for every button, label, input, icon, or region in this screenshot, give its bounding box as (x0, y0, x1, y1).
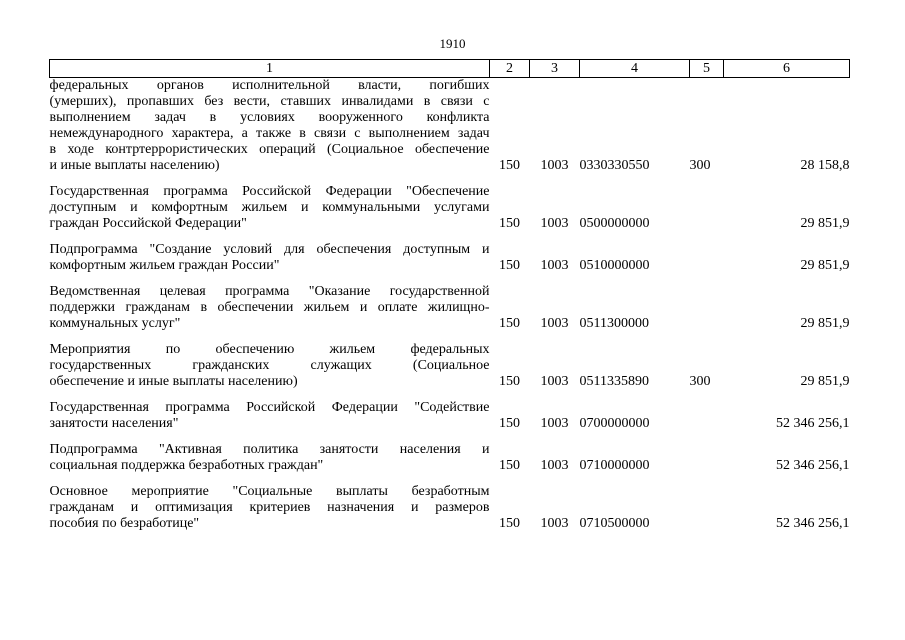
description-line: государственных гражданских служащих (Социальное (49, 358, 490, 373)
row-description (50, 442, 490, 474)
description-line: комфортным жильем граждан России" (49, 258, 280, 273)
column-header-1: 1 (50, 60, 490, 78)
row-expense-type (690, 442, 724, 474)
row-description (50, 284, 490, 332)
row-spacer-cell (50, 174, 850, 184)
table-row (50, 342, 850, 390)
description-line: немеждународного характера, а также в связи с выполнением задач (49, 126, 490, 141)
row-spacer (50, 390, 850, 400)
row-section-code: 1003 (540, 416, 569, 431)
row-amount: 28 158,8 (800, 158, 850, 173)
row-description (50, 400, 490, 432)
column-header-2: 2 (490, 60, 530, 78)
budget-table (49, 59, 850, 532)
row-section-code: 1003 (540, 516, 569, 531)
row-admin-code: 150 (499, 216, 520, 231)
row-target-code: 0511300000 (579, 316, 649, 331)
row-amount: 29 851,9 (800, 258, 850, 273)
description-line: доступным и комфортным жильем и коммунальными услугами (49, 200, 490, 215)
row-target-code: 0510000000 (579, 258, 650, 273)
description-line: пособия по безработице" (49, 516, 200, 531)
page-number: 1910 (439, 36, 466, 51)
column-header-6: 6 (724, 60, 850, 78)
row-section-code: 1003 (540, 258, 569, 273)
table-row (50, 400, 850, 432)
row-amount: 52 346 256,1 (776, 416, 850, 431)
table-row (50, 284, 850, 332)
row-spacer-cell (50, 390, 850, 400)
description-line: Государственная программа Российской Федерации "Обеспечение (49, 184, 490, 199)
row-spacer-cell (50, 274, 850, 284)
row-admin-code: 150 (499, 158, 520, 173)
row-description (50, 342, 490, 390)
row-amount: 29 851,9 (800, 216, 850, 231)
row-spacer (50, 474, 850, 484)
row-spacer (50, 432, 850, 442)
row-admin-code: 150 (499, 458, 520, 473)
table-row (50, 184, 850, 232)
row-amount: 29 851,9 (800, 374, 850, 389)
column-header-4: 4 (580, 60, 690, 78)
row-section-code: 1003 (540, 374, 569, 389)
row-target-code: 0330330550 (579, 158, 650, 173)
description-line: Мероприятия по обеспечению жильем федеральных (49, 342, 490, 357)
description-line: (умерших), пропавших без вести, ставших инвалидами в связи с (49, 94, 490, 109)
row-expense-type: 300 (689, 158, 711, 173)
row-expense-type (690, 400, 724, 432)
description-line: и иные выплаты населению) (49, 158, 220, 173)
row-spacer (50, 274, 850, 284)
table-header-row (50, 60, 850, 78)
description-line: федеральных органов исполнительной власти, погибших (49, 78, 490, 93)
row-spacer (50, 332, 850, 342)
row-spacer (50, 232, 850, 242)
description-line: социальная поддержка безработных граждан" (49, 458, 324, 473)
table-row (50, 242, 850, 274)
row-target-code: 0700000000 (579, 416, 650, 431)
row-description (50, 78, 490, 175)
description-line: занятости населения" (49, 416, 179, 431)
table-row (50, 442, 850, 474)
description-line: Подпрограмма "Создание условий для обеспечения доступным и (49, 242, 490, 257)
row-expense-type (690, 184, 724, 232)
row-expense-type (690, 484, 724, 532)
row-spacer-cell (50, 232, 850, 242)
table-row (50, 484, 850, 532)
row-admin-code: 150 (499, 258, 520, 273)
row-amount: 29 851,9 (800, 316, 850, 331)
row-spacer-cell (50, 474, 850, 484)
description-line: обеспечение и иные выплаты населению) (49, 374, 298, 389)
description-line: Подпрограмма "Активная политика занятости населения и (49, 442, 490, 457)
column-header-5: 5 (690, 60, 724, 78)
row-admin-code: 150 (499, 416, 520, 431)
row-admin-code: 150 (499, 316, 520, 331)
description-line: Основное мероприятие "Социальные выплаты безработным (49, 484, 490, 499)
row-section-code: 1003 (540, 216, 569, 231)
row-admin-code: 150 (499, 516, 520, 531)
row-amount: 52 346 256,1 (776, 516, 850, 531)
row-description (50, 484, 490, 532)
description-line: коммунальных услуг" (49, 316, 181, 331)
row-expense-type: 300 (689, 374, 711, 389)
description-line: в ходе контртеррористических операций (Социальное обеспечение (49, 142, 490, 157)
table-row (50, 78, 850, 175)
description-line: выполнением задач в условиях вооруженного конфликта (49, 110, 490, 125)
row-expense-type (690, 242, 724, 274)
description-line: поддержки гражданам в обеспечении жильем и оплате жилищно- (49, 300, 490, 315)
column-header-3: 3 (530, 60, 580, 78)
description-line: Ведомственная целевая программа "Оказание государственной (49, 284, 490, 299)
row-section-code: 1003 (540, 458, 569, 473)
row-description (50, 242, 490, 274)
row-spacer-cell (50, 332, 850, 342)
row-expense-type (690, 284, 724, 332)
row-section-code: 1003 (540, 316, 569, 331)
description-line: гражданам и оптимизация критериев назначения и размеров (49, 500, 490, 515)
row-description (50, 184, 490, 232)
row-target-code: 0511335890 (579, 374, 649, 389)
row-spacer (50, 174, 850, 184)
row-admin-code: 150 (499, 374, 520, 389)
row-target-code: 0710500000 (579, 516, 650, 531)
row-target-code: 0710000000 (579, 458, 650, 473)
row-target-code: 0500000000 (579, 216, 650, 231)
table-body (50, 78, 850, 533)
row-spacer-cell (50, 432, 850, 442)
row-amount: 52 346 256,1 (776, 458, 850, 473)
description-line: Государственная программа Российской Федерации "Содействие (49, 400, 490, 415)
description-line: граждан Российской Федерации" (49, 216, 247, 231)
row-section-code: 1003 (540, 158, 569, 173)
